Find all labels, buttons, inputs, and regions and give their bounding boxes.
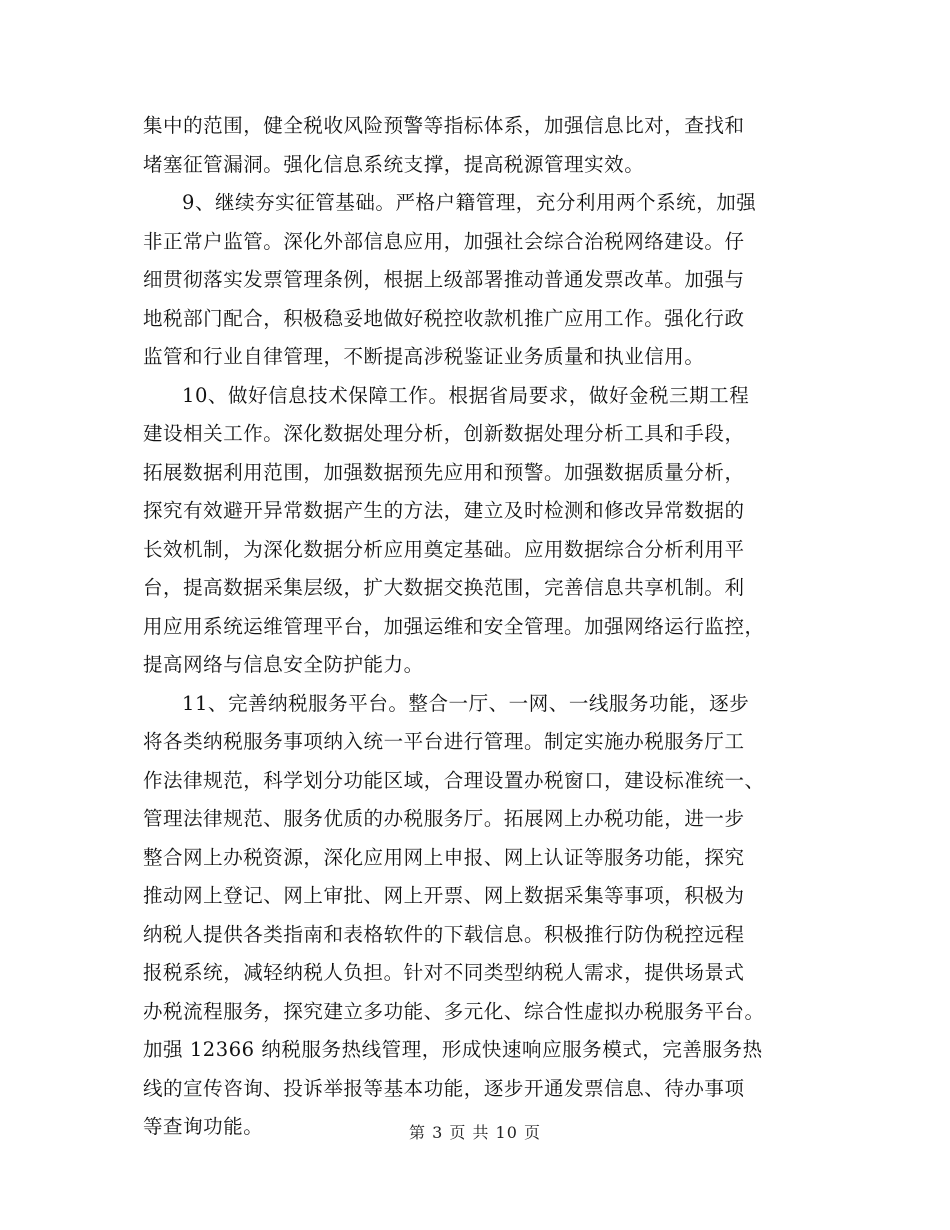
paragraph-first-line: 9、继续夯实征管基础。严格户籍管理，充分利用两个系统，加强 [182, 191, 757, 214]
text-line: 长效机制，为深化数据分析应用奠定基础。应用数据综合分析利用平 [143, 537, 745, 561]
text-line: 探究有效避开异常数据产生的方法，建立及时检测和修改异常数据的 [143, 499, 745, 522]
text-line: 线的宣传咨询、投诉举报等基本功能，逐步开通发票信息、待办事项 [143, 1076, 745, 1100]
text-line: 堵塞征管漏洞。强化信息系统支撑，提高税源管理实效。 [143, 152, 645, 176]
text-line: 台，提高数据采集层级，扩大数据交换范围，完善信息共享机制。利 [143, 576, 745, 599]
text-line: 纳税人提供各类指南和表格软件的下载信息。积极推行防伪税控远程 [143, 922, 745, 946]
text-line: 非正常户监管。深化外部信息应用，加强社会综合治税网络建设。仔 [143, 229, 745, 253]
text-line: 管理法律规范、服务优质的办税服务厅。拓展网上办税功能，进一步 [143, 807, 745, 830]
text-line: 作法律规范，科学划分功能区域，合理设置办税窗口，建设标准统一、 [143, 768, 765, 792]
text-line: 监管和行业自律管理，不断提高涉税鉴证业务质量和执业信用。 [143, 345, 705, 368]
paragraph-first-line: 10、做好信息技术保障工作。根据省局要求，做好金税三期工程 [182, 383, 750, 407]
text-line: 建设相关工作。深化数据处理分析，创新数据处理分析工具和手段， [143, 422, 745, 445]
text-line: 办税流程服务，探究建立多功能、多元化、综合性虚拟办税服务平台。 [143, 999, 765, 1023]
page-footer: 第 3 页 共 10 页 [409, 1123, 541, 1142]
text-line: 拓展数据利用范围，加强数据预先应用和预警。加强数据质量分析， [143, 460, 745, 484]
text-line: 加强 12366 纳税服务热线管理，形成快速响应服务模式，完善服务热 [143, 1038, 763, 1061]
text-line: 整合网上办税资源，深化应用网上申报、网上认证等服务功能，探究 [143, 845, 745, 869]
paragraph-first-line: 11、完善纳税服务平台。整合一厅、一网、一线服务功能，逐步 [182, 691, 750, 715]
text-line: 推动网上登记、网上审批、网上开票、网上数据采集等事项，积极为 [143, 884, 745, 907]
text-line: 用应用系统运维管理平台，加强运维和安全管理。加强网络运行监控， [143, 614, 765, 638]
text-line: 将各类纳税服务事项纳入统一平台进行管理。制定实施办税服务厅工 [143, 730, 745, 753]
text-line: 提高网络与信息安全防护能力。 [143, 653, 424, 676]
text-line: 细贯彻落实发票管理条例，根据上级部署推动普通发票改革。加强与 [143, 268, 745, 291]
text-line: 地税部门配合，积极稳妥地做好税控收款机推广应用工作。强化行政 [143, 306, 745, 330]
text-line: 集中的范围，健全税收风险预警等指标体系，加强信息比对，查找和 [143, 114, 745, 137]
document-body [143, 107, 815, 1147]
text-line: 等查询功能。 [143, 1115, 264, 1138]
text-line: 报税系统，减轻纳税人负担。针对不同类型纳税人需求，提供场景式 [143, 961, 745, 984]
